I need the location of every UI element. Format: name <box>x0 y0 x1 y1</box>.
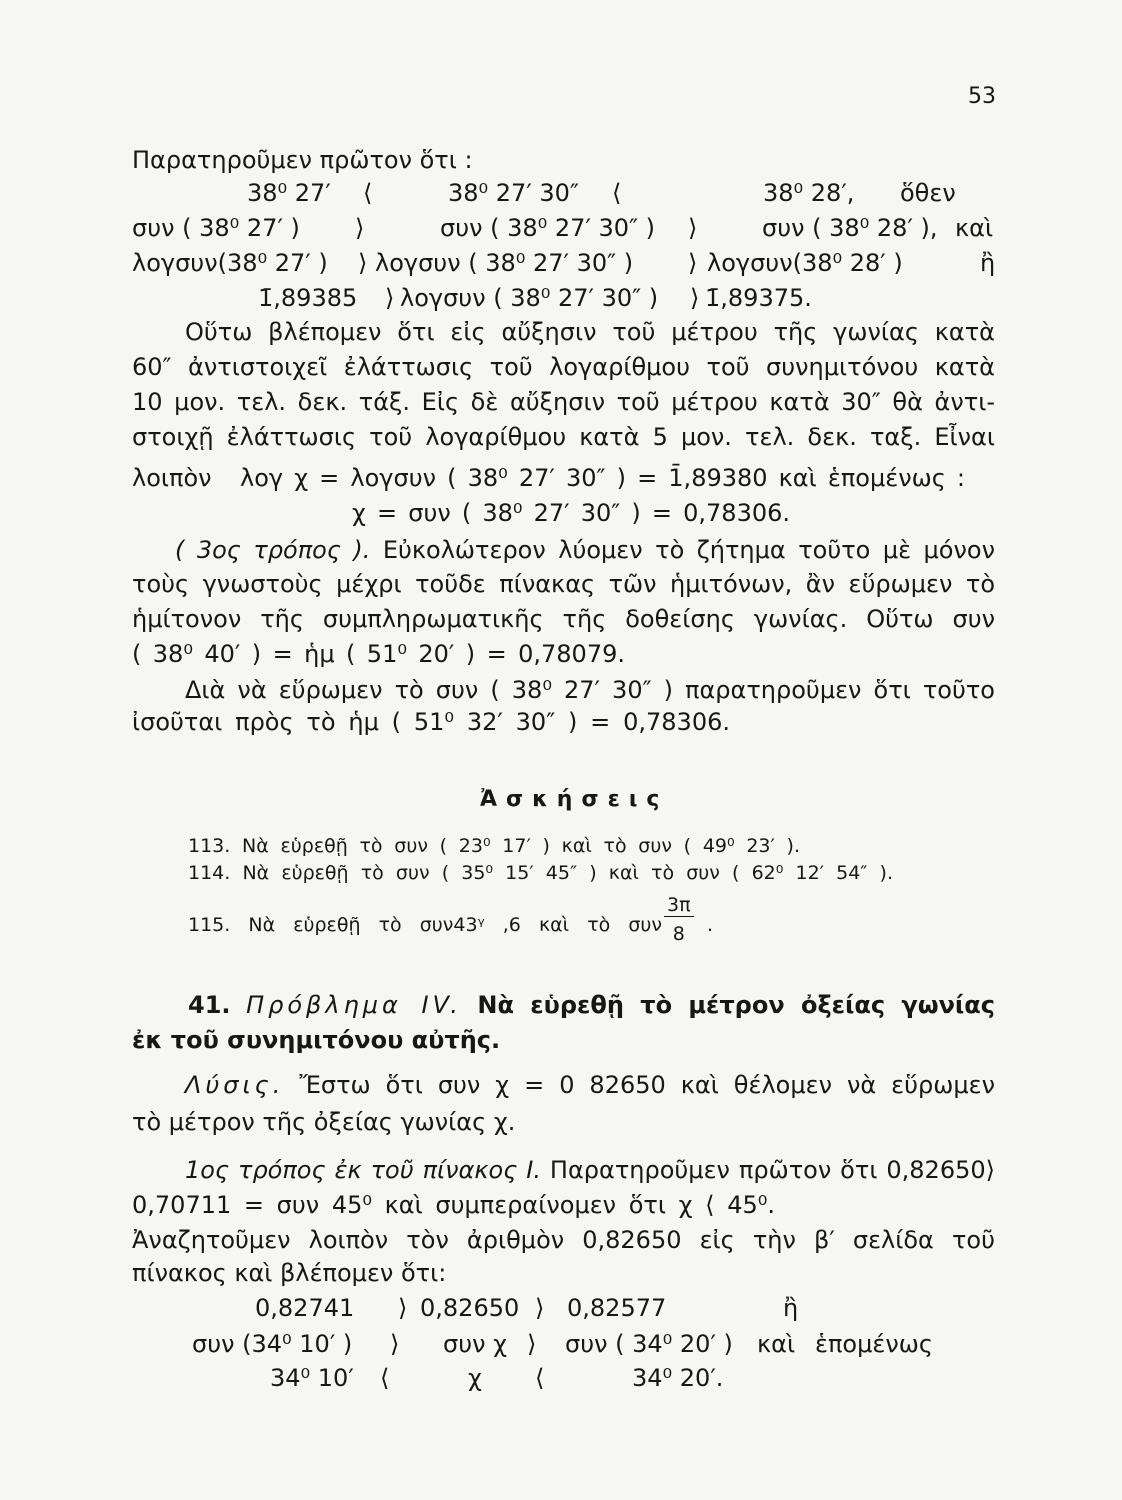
exercises-heading: Ἀσκήσεις <box>480 787 669 812</box>
paragraph-line: ἡμίτονον τῆς συμπληρωματικῆς τῆς δοθείσης γωνίας. Οὕτω συν <box>132 605 995 633</box>
relation-sign: ⟩ <box>355 214 365 242</box>
relation-sign: ⟨ <box>612 179 622 207</box>
inequality-row-log-cosines <box>0 247 1122 279</box>
relation-sign: ⟩ <box>385 284 395 312</box>
table-cell: συν ( 34⁰ 20′ ) <box>565 1330 733 1358</box>
math-term: συν ( 38⁰ 28′ ), <box>762 214 938 242</box>
inequality-row-log-values <box>0 282 1122 314</box>
paragraph-line: ἰσοῦται πρὸς τὸ ἡμ ( 51⁰ 32′ 30″ ) = 0,78306. <box>132 708 730 736</box>
paragraph-line: Οὕτω βλέπομεν ὅτι εἰς αὔξησιν τοῦ μέτρου τῆς γωνίας κατὰ <box>185 318 995 346</box>
comparison-row-values <box>0 1292 1122 1324</box>
table-cell: συν χ <box>443 1330 507 1358</box>
math-term: 38⁰ 27′ <box>247 179 331 207</box>
paragraph-line: 60″ ἀντιστοιχεῖ ἐλάττωσις τοῦ λογαρίθμου τοῦ συνημιτόνου κατὰ <box>132 353 995 381</box>
exercise-text: Νὰ εὑρεθῇ τὸ συν43ᵞ ,6 καὶ τὸ συν <box>248 914 662 936</box>
problem-title-text: Νὰ εὑρεθῇ τὸ μέτρον ὀξείας γωνίας <box>477 991 995 1019</box>
math-term: λογσυν ( 38⁰ 27′ 30″ ) <box>375 249 634 277</box>
table-cell: χ <box>468 1364 482 1392</box>
problem-label: Πρόβλημα IV. <box>246 991 462 1019</box>
math-term: λογσυν(38⁰ 28′ ) <box>707 249 903 277</box>
table-cell: 0,82741 <box>255 1294 355 1322</box>
exercise-number: 114. <box>188 862 231 884</box>
connective-word: ἢ <box>980 249 996 277</box>
fraction <box>664 894 694 945</box>
relation-sign: ⟨ <box>535 1364 545 1392</box>
math-term: λογσυν ( 38⁰ 27′ 30″ ) <box>400 284 659 312</box>
page-number: 53 <box>968 84 996 109</box>
table-cell: συν (34⁰ 10′ ) <box>192 1330 353 1358</box>
exercise-item <box>188 833 800 859</box>
paragraph-line: στοιχῇ ἐλάττωσις τοῦ λογαρίθμου κατὰ 5 μον. τελ. δεκ. ταξ. Εἶναι <box>132 423 995 451</box>
method-line: 0,70711 = συν 45⁰ καὶ συμπεραίνομεν ὅτι χ ⟨ 45⁰. <box>132 1191 775 1219</box>
result-equation: χ = συν ( 38⁰ 27′ 30″ ) = 0,78306. <box>352 499 790 527</box>
table-cell: 34⁰ 10′ <box>270 1364 354 1392</box>
math-term: συν ( 38⁰ 27′ 30″ ) <box>440 214 656 242</box>
exercise-number: 115. <box>188 914 231 936</box>
problem-title <box>188 989 995 1021</box>
math-term: 1̄,89375. <box>705 284 812 312</box>
method-line: Ἀναζητοῦμεν λοιπὸν τὸν ἀριθμὸν 0,82650 εἰς τὴν β′ σελίδα τοῦ <box>132 1226 995 1254</box>
solution-line: τὸ μέτρον τῆς ὀξείας γωνίας χ. <box>132 1108 516 1136</box>
math-term: 38⁰ 27′ 30″ <box>448 179 579 207</box>
problem-number: 41. <box>188 991 231 1019</box>
solution-line <box>185 1069 995 1101</box>
relation-sign: ⟩ <box>690 284 700 312</box>
connective-word: καὶ <box>955 214 994 242</box>
conclusion-lead-word: λοιπὸν <box>132 464 212 492</box>
math-term: συν ( 38⁰ 27′ ) <box>132 214 300 242</box>
conclusion-equation: λογ χ = λογσυν ( 38⁰ 27′ 30″ ) = 1̄,89380 καὶ ἑπομένως : <box>240 464 965 492</box>
paragraph-line: 10 μον. τελ. δεκ. τάξ. Εἰς δὲ αὔξησιν τοῦ μέτρου κατὰ 30″ θὰ ἀντι- <box>132 388 995 416</box>
method-line: πίνακος καὶ βλέπομεν ὅτι: <box>132 1259 447 1287</box>
comparison-row-angles <box>0 1362 1122 1394</box>
connective-word: ἑπομένως <box>815 1330 933 1358</box>
paragraph-line <box>175 534 995 566</box>
exercise-text: Νὰ εὑρεθῇ τὸ συν ( 35⁰ 15′ 45″ ) καὶ τὸ συν ( 62⁰ 12′ 54″ ). <box>242 862 893 884</box>
exercise-item <box>188 860 893 886</box>
problem-title-continuation: ἐκ τοῦ συνημιτόνου αὐτῆς. <box>132 1026 501 1054</box>
relation-sign: ⟩ <box>358 249 368 277</box>
relation-sign: ⟩ <box>527 1330 537 1358</box>
inequality-row-cosines <box>0 212 1122 244</box>
exercise-number: 113. <box>188 835 231 857</box>
comparison-row-cosines <box>0 1328 1122 1360</box>
method-text: Παρατηροῦμεν πρῶτον ὅτι 0,82650⟩ <box>549 1156 996 1184</box>
table-cell: 0,82577 <box>567 1294 667 1322</box>
relation-sign: ⟩ <box>688 249 698 277</box>
connective-word: ἢ <box>783 1294 799 1322</box>
paragraph-text: Εὐκολώτερον λύομεν τὸ ζήτημα τοῦτο μὲ μόνον <box>382 536 995 564</box>
paragraph-line: ( 38⁰ 40′ ) = ἡμ ( 51⁰ 20′ ) = 0,78079. <box>132 640 625 668</box>
exercise-item <box>188 912 662 938</box>
solution-label: Λύσις. <box>185 1071 285 1099</box>
solution-text: Ἔστω ὅτι συν χ = 0 82650 καὶ θέλομεν νὰ εὕρωμεν <box>299 1071 995 1099</box>
inequality-row-angles <box>0 177 1122 209</box>
paragraph-line: Διὰ νὰ εὕρωμεν τὸ συν ( 38⁰ 27′ 30″ ) παρατηροῦμεν ὅτι τοῦτο <box>185 676 995 704</box>
connective-word: ὅθεν <box>900 179 956 207</box>
relation-sign: ⟨ <box>363 179 373 207</box>
math-term: 1̄,89385 <box>258 284 358 312</box>
exercise-text: Νὰ εὑρεθῇ τὸ συν ( 23⁰ 17′ ) καὶ τὸ συν ( 49⁰ 23′ ). <box>242 835 800 857</box>
math-term: 38⁰ 28′, <box>763 179 855 207</box>
fraction-numerator: 3π <box>664 894 694 917</box>
math-term: λογσυν(38⁰ 27′ ) <box>132 249 328 277</box>
table-cell: 34⁰ 20′. <box>632 1364 724 1392</box>
connective-word: καὶ <box>757 1330 796 1358</box>
relation-sign: ⟩ <box>390 1330 400 1358</box>
relation-sign: ⟨ <box>380 1364 390 1392</box>
method-label: ( 3ος τρόπος ). <box>175 536 371 564</box>
observation-intro: Παρατηροῦμεν πρῶτον ὅτι : <box>132 146 473 174</box>
table-cell: 0,82650 <box>420 1294 520 1322</box>
relation-sign: ⟩ <box>688 214 698 242</box>
relation-sign: ⟩ <box>535 1294 545 1322</box>
exercise-end-punctuation: . <box>707 914 714 936</box>
method-line <box>185 1154 995 1186</box>
relation-sign: ⟩ <box>398 1294 408 1322</box>
fraction-denominator: 8 <box>672 923 685 945</box>
paragraph-line: τοὺς γνωστοὺς μέχρι τοῦδε πίνακας τῶν ἡμιτόνων, ἂν εὕρωμεν τὸ <box>132 570 995 598</box>
method-label: 1ος τρόπος ἐκ τοῦ πίνακος I. <box>185 1156 541 1184</box>
